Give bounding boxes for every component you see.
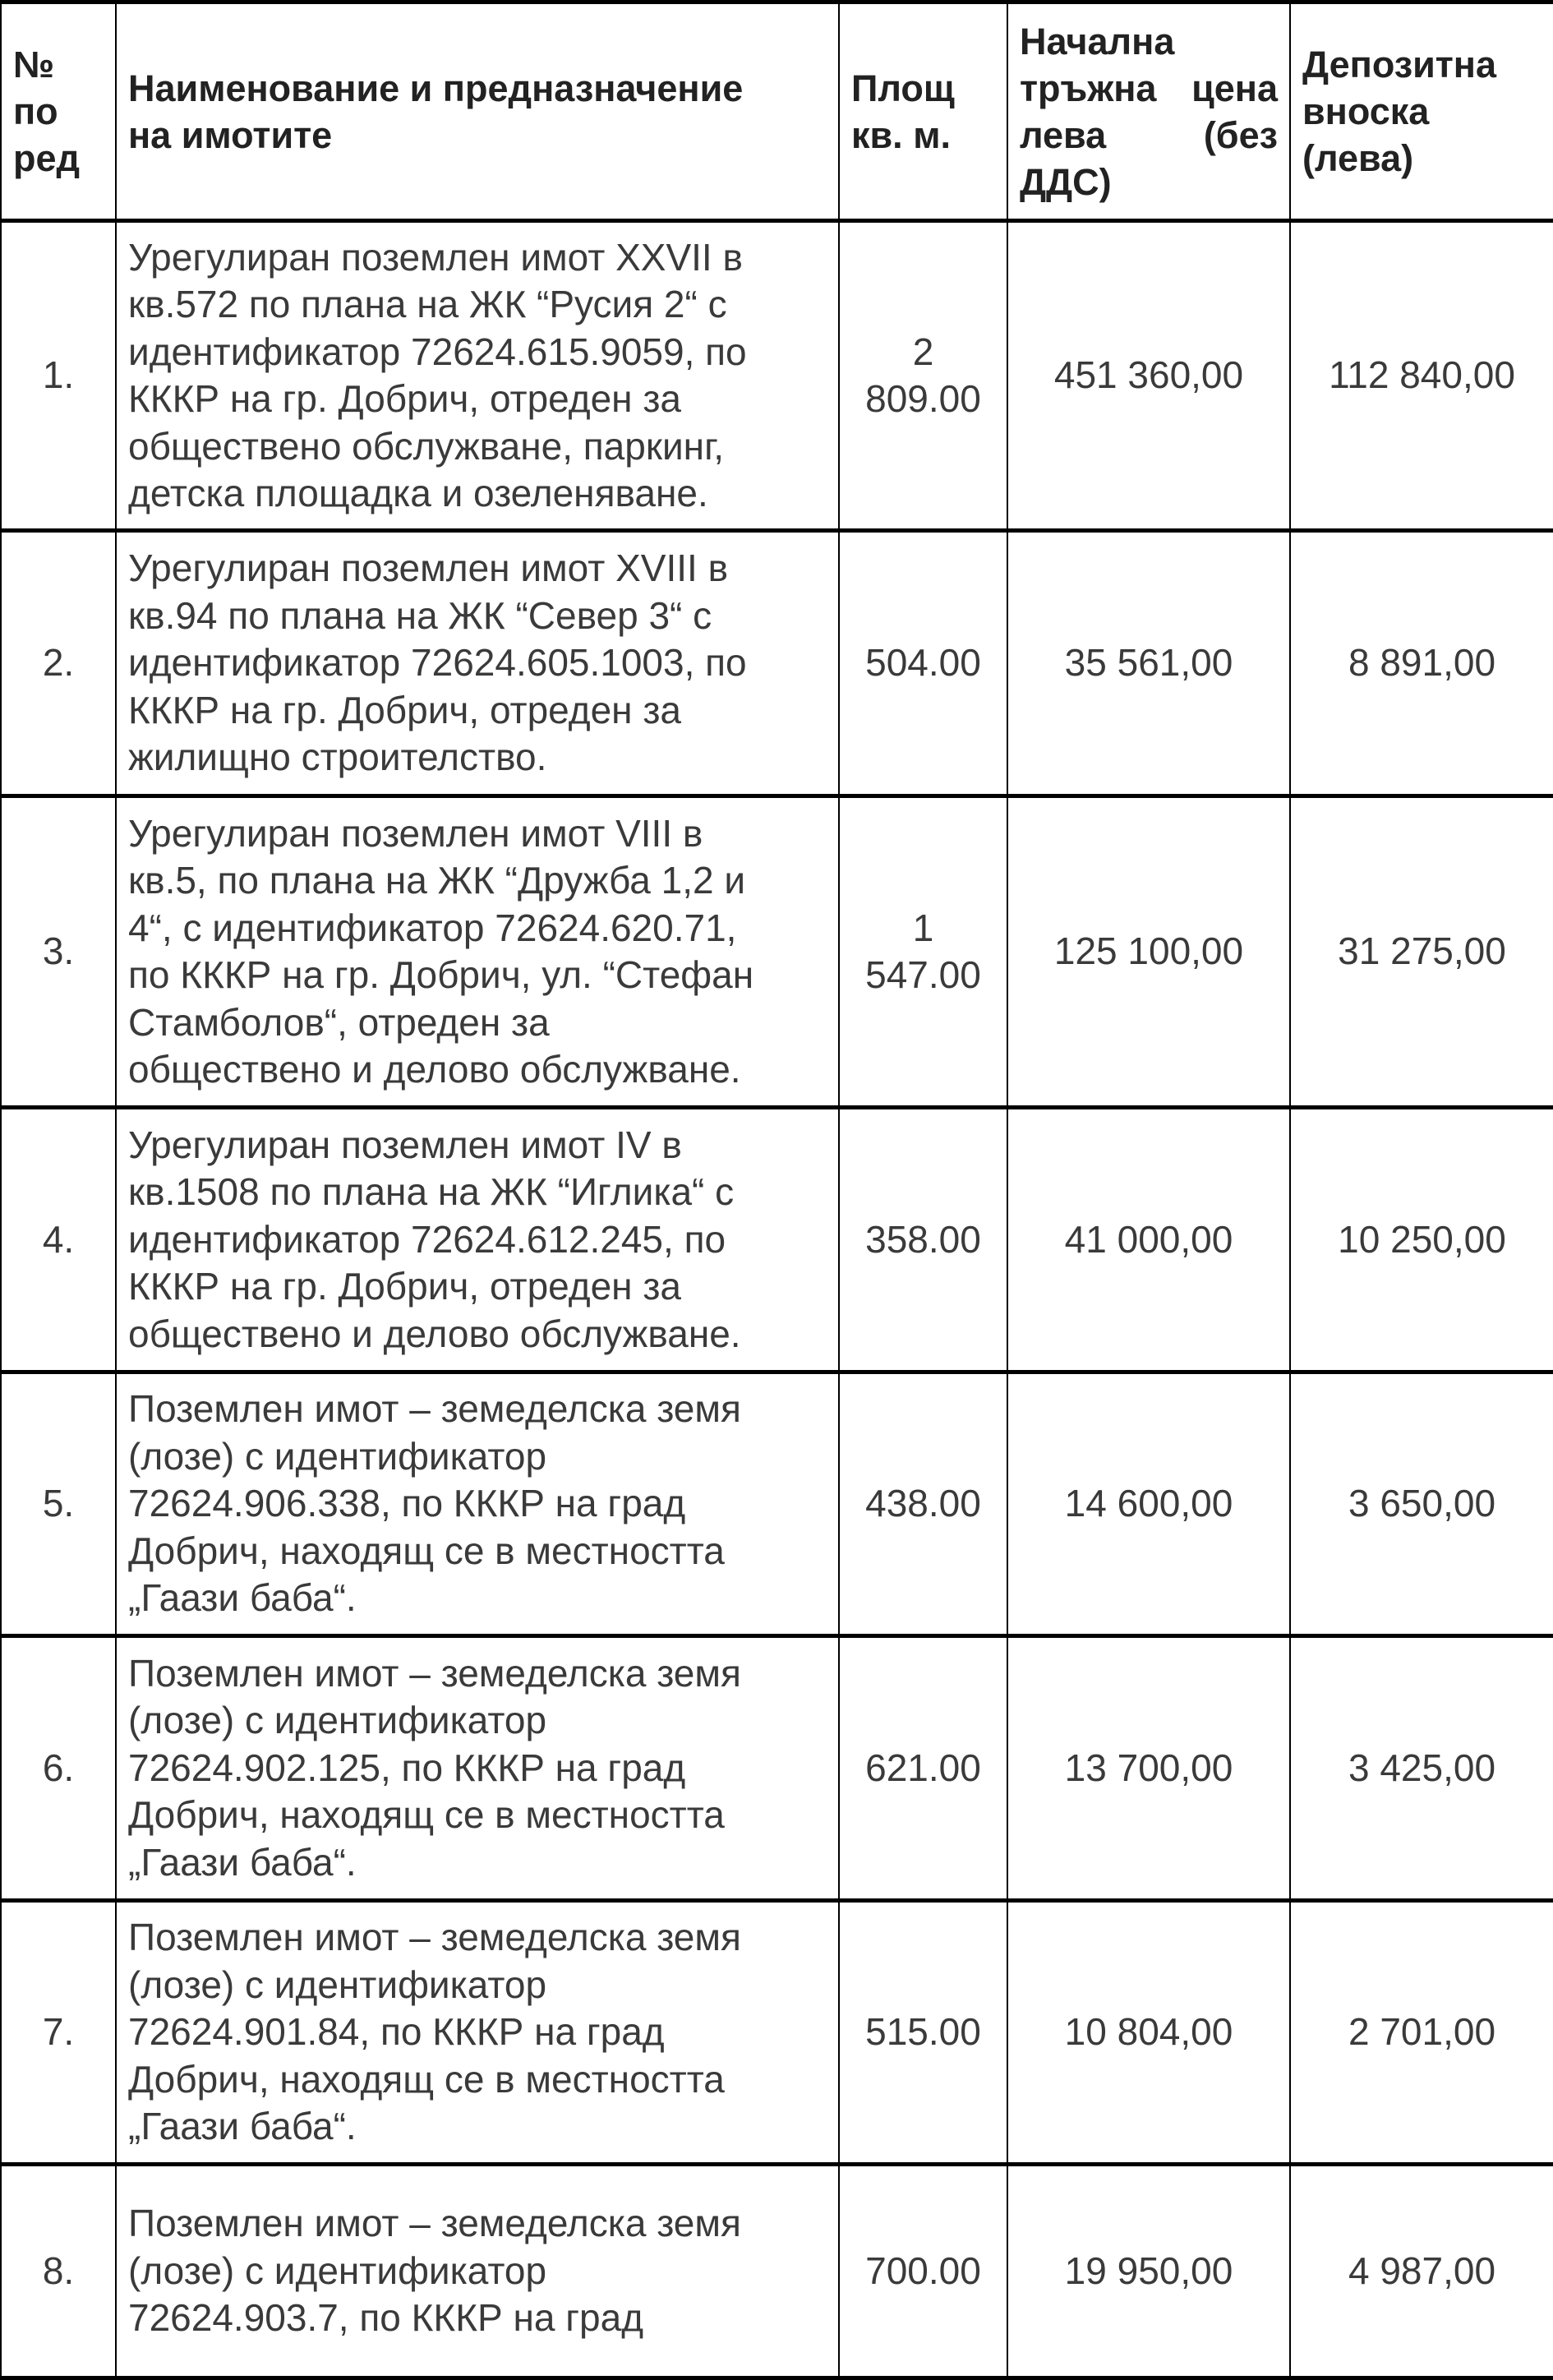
table-row: [1, 1636, 1553, 1901]
cell-description-text: детска площадка и озеленяване.: [128, 472, 708, 514]
cell-number: [1, 531, 116, 796]
header-text: на имотите: [128, 113, 333, 156]
table-row: [1, 1108, 1553, 1372]
cell-price-text: 451 360,00: [1053, 353, 1244, 397]
cell-price-text: 35 561,00: [1064, 641, 1233, 685]
cell-description-text: Поземлен имот – земеделска земя: [128, 2202, 741, 2245]
table-row: [1, 1372, 1553, 1636]
cell-price: [1007, 531, 1290, 796]
cell-area-text: 621.00: [865, 1746, 981, 1789]
cell-description-text: обществено и делово обслужване.: [128, 1048, 741, 1091]
cell-area-text: 2: [912, 330, 934, 373]
cell-price: [1007, 1636, 1290, 1901]
cell-description: [116, 1372, 839, 1636]
cell-description-text: идентификатор 72624.612.245, по: [128, 1217, 726, 1261]
cell-area-text: 1: [912, 906, 934, 949]
cell-description: [116, 1108, 839, 1372]
cell-deposit: [1290, 1901, 1553, 2165]
cell-area: [839, 1108, 1007, 1372]
header-name: [116, 2, 839, 221]
cell-description: [116, 2165, 839, 2378]
cell-description-text: идентификатор 72624.615.9059, по: [128, 330, 747, 373]
cell-price-text: 41 000,00: [1064, 1217, 1233, 1261]
cell-price: [1007, 1108, 1290, 1372]
cell-area: [839, 1901, 1007, 2165]
cell-description-text: (лозе) с идентификатор: [128, 1963, 547, 2006]
cell-number-text: 7.: [42, 2010, 75, 2054]
header-text: Депозитна: [1302, 44, 1496, 85]
cell-description: [116, 1901, 839, 2165]
cell-deposit-text: 3 650,00: [1348, 1482, 1496, 1525]
cell-description-text: обществено обслужване, паркинг,: [128, 424, 725, 468]
cell-description-text: Поземлен имот – земеделска земя: [128, 1916, 741, 1959]
cell-description-text: (лозе) с идентификатор: [128, 2249, 547, 2292]
cell-description-text: идентификатор 72624.605.1003, по: [128, 641, 747, 685]
cell-price: [1007, 221, 1290, 531]
cell-description-text: КККР на гр. Добрич, отреден за: [128, 1265, 682, 1308]
cell-area: [839, 796, 1007, 1108]
cell-description-text: обществено и делово обслужване.: [128, 1312, 741, 1355]
cell-description-text: кв.5, по плана на ЖК “Дружба 1,2 и: [128, 859, 746, 902]
cell-deposit: [1290, 2165, 1553, 2378]
header-area: [839, 2, 1007, 221]
cell-description-text: жилищно строителство.: [128, 736, 547, 779]
cell-description-text: кв.1508 по плана на ЖК “Иглика“ с: [128, 1170, 735, 1214]
header-deposit: [1290, 2, 1553, 221]
cell-deposit: [1290, 1372, 1553, 1636]
cell-number: [1, 1372, 116, 1636]
cell-deposit-text: 8 891,00: [1348, 641, 1496, 685]
cell-area-text: 504.00: [865, 641, 981, 685]
header-text: кв. м.: [851, 113, 951, 156]
table-row: [1, 531, 1553, 796]
header-text: вноска: [1302, 90, 1430, 132]
cell-description-text: Поземлен имот – земеделска земя: [128, 1387, 741, 1431]
cell-price-text: 14 600,00: [1064, 1482, 1233, 1525]
cell-number: [1, 1108, 116, 1372]
cell-deposit-text: 10 250,00: [1338, 1217, 1506, 1261]
cell-area-text: 515.00: [865, 2010, 981, 2054]
cell-description-text: Добрич, находящ се в местността: [128, 2057, 725, 2101]
cell-description-text: 72624.906.338, по КККР на град: [128, 1482, 686, 1525]
cell-description-text: Урегулиран поземлен имот IV в: [128, 1123, 682, 1166]
cell-deposit: [1290, 1636, 1553, 1901]
header-price: [1007, 2, 1290, 221]
cell-description-text: (лозе) с идентификатор: [128, 1699, 547, 1742]
table-row: [1, 2165, 1553, 2378]
cell-description-text: Добрич, находящ се в местността: [128, 1793, 725, 1837]
cell-description-text: кв.572 по плана на ЖК “Русия 2“ с: [128, 283, 727, 325]
cell-area: [839, 1372, 1007, 1636]
header-text: по: [13, 90, 58, 132]
cell-area-text: 438.00: [865, 1482, 981, 1525]
cell-description-text: (лозе) с идентификатор: [128, 1434, 547, 1478]
cell-price-text: 10 804,00: [1064, 2010, 1233, 2054]
cell-deposit-text: 112 840,00: [1329, 353, 1515, 397]
cell-number-text: 2.: [42, 641, 75, 685]
cell-number: [1, 221, 116, 531]
cell-description-text: Стамболов“, отреден за: [128, 1000, 550, 1044]
cell-number: [1, 1636, 116, 1901]
cell-number-text: 5.: [42, 1482, 75, 1525]
cell-description-text: 72624.901.84, по КККР на град: [128, 2010, 665, 2054]
cell-description-text: по КККР на гр. Добрич, ул. “Стефан: [128, 953, 754, 996]
cell-price-text: 125 100,00: [1053, 929, 1244, 973]
cell-number: [1, 2165, 116, 2378]
cell-description-text: Урегулиран поземлен имот XVIII в: [128, 547, 729, 590]
cell-deposit: [1290, 1108, 1553, 1372]
cell-description-text: Урегулиран поземлен имот XXVII в: [128, 235, 743, 279]
cell-description-text: КККР на гр. Добрич, отреден за: [128, 377, 682, 420]
cell-description-text: „Гаази баба“.: [128, 1840, 357, 1884]
table-row: [1, 1901, 1553, 2165]
header-text: Наименование и предназначение: [128, 67, 744, 109]
cell-description-text: 72624.903.7, по КККР на град: [128, 2296, 644, 2340]
header-text: №: [13, 44, 55, 85]
cell-area-text: 809.00: [865, 377, 981, 420]
header-text: Площ: [851, 67, 955, 109]
cell-area: [839, 221, 1007, 531]
cell-number-text: 8.: [42, 2249, 75, 2292]
header-row: [1, 2, 1553, 221]
cell-area-text: 547.00: [865, 953, 981, 996]
cell-description-text: „Гаази баба“.: [128, 2105, 357, 2148]
cell-description-text: Добрич, находящ се в местността: [128, 1529, 725, 1572]
cell-number-text: 6.: [42, 1746, 75, 1789]
table-row: [1, 221, 1553, 531]
cell-deposit: [1290, 796, 1553, 1108]
cell-deposit-text: 31 275,00: [1338, 929, 1506, 973]
cell-area-text: 358.00: [865, 1217, 981, 1261]
cell-deposit-text: 2 701,00: [1348, 2010, 1496, 2054]
cell-description-text: 72624.902.125, по КККР на град: [128, 1746, 686, 1789]
header-text: ред: [13, 137, 81, 179]
cell-description-text: Урегулиран поземлен имот VIII в: [128, 811, 703, 855]
cell-deposit: [1290, 221, 1553, 531]
header-text: (лева): [1302, 137, 1414, 179]
cell-deposit-text: 3 425,00: [1348, 1746, 1496, 1789]
cell-area: [839, 2165, 1007, 2378]
cell-description-text: кв.94 по плана на ЖК “Север 3“ с: [128, 593, 712, 637]
cell-area-text: 700.00: [865, 2249, 981, 2292]
cell-price: [1007, 1372, 1290, 1636]
cell-description: [116, 531, 839, 796]
cell-price-text: 13 700,00: [1064, 1746, 1233, 1789]
header-number: [1, 2, 116, 221]
cell-number: [1, 796, 116, 1108]
cell-number-text: 4.: [42, 1217, 75, 1261]
cell-description: [116, 221, 839, 531]
cell-number-text: 3.: [42, 929, 75, 973]
cell-price: [1007, 1901, 1290, 2165]
cell-price: [1007, 2165, 1290, 2378]
cell-description-text: 4“, с идентификатор 72624.620.71,: [128, 906, 737, 949]
cell-number: [1, 1901, 116, 2165]
cell-area: [839, 531, 1007, 796]
cell-number-text: 1.: [42, 353, 75, 397]
cell-description: [116, 796, 839, 1108]
cell-price-text: 19 950,00: [1064, 2249, 1233, 2292]
cell-description: [116, 1636, 839, 1901]
cell-description-text: Поземлен имот – земеделска земя: [128, 1651, 741, 1695]
table-row: [1, 796, 1553, 1108]
cell-deposit-text: 4 987,00: [1348, 2249, 1496, 2292]
cell-area: [839, 1636, 1007, 1901]
cell-price: [1007, 796, 1290, 1108]
cell-deposit: [1290, 531, 1553, 796]
header-text: Начална тръжна цена лева (без ДДС): [1020, 20, 1278, 203]
cell-description-text: КККР на гр. Добрич, отреден за: [128, 688, 682, 731]
cell-description-text: „Гаази баба“.: [128, 1576, 357, 1620]
